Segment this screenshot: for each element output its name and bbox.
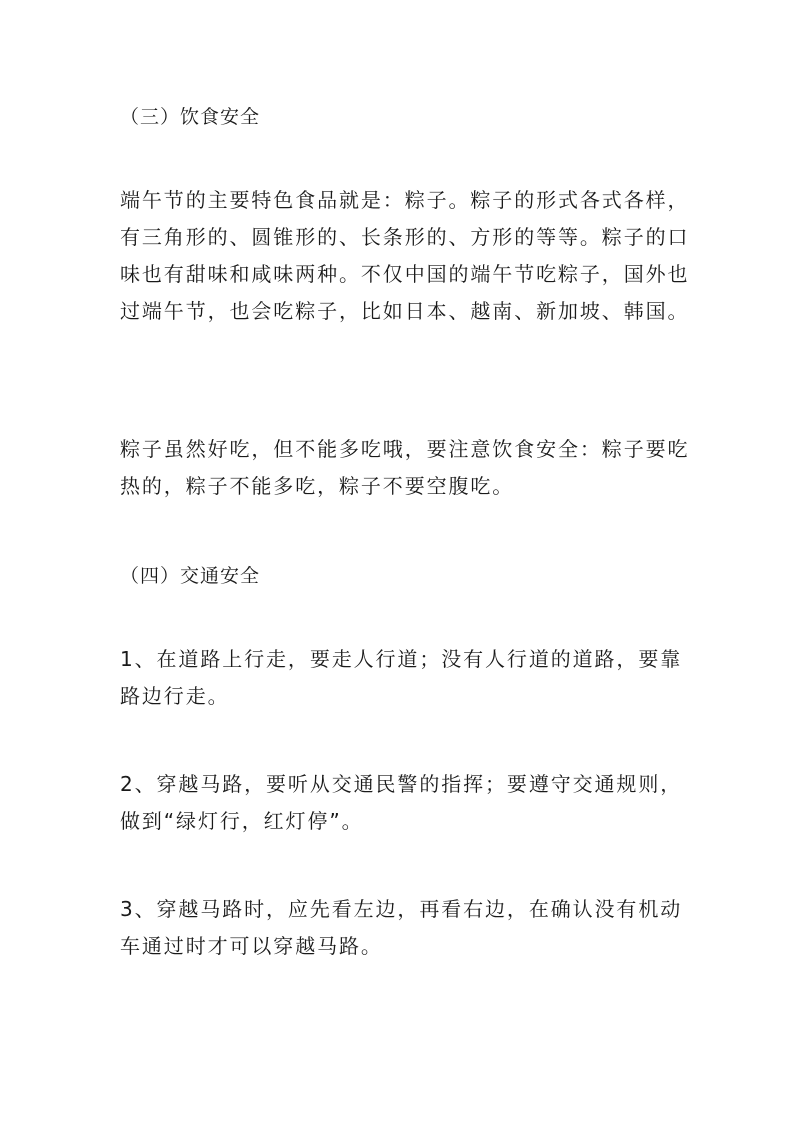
list-item-line: 车通过时才可以穿越马路。 <box>120 934 383 958</box>
paragraph-food-safety <box>120 431 690 505</box>
section-heading-text: （四）交通安全 <box>120 565 261 587</box>
paragraph-zongzi-intro <box>120 182 690 330</box>
paragraph-line: 有三角形的、圆锥形的、长条形的、方形的等等。粽子的口 <box>120 225 690 249</box>
list-item-line: 2、穿越马路，要听从交通民警的指挥；要遵守交通规则， <box>120 772 683 796</box>
paragraph-line: 热的，粽子不能多吃，粽子不要空腹吃。 <box>120 474 515 498</box>
list-item-line: 1、在道路上行走，要走人行道；没有人行道的道路，要靠 <box>120 647 683 671</box>
list-item-line: 3、穿越马路时，应先看左边，再看右边，在确认没有机动 <box>120 897 683 921</box>
paragraph-line: 端午节的主要特色食品就是：粽子。粽子的形式各式各样， <box>120 188 690 212</box>
list-item-1 <box>120 641 683 715</box>
paragraph-line: 味也有甜味和咸味两种。不仅中国的端午节吃粽子，国外也 <box>120 262 690 286</box>
section-heading-diet-safety <box>120 104 680 130</box>
section-heading-traffic-safety <box>120 563 680 589</box>
list-item-2 <box>120 766 683 840</box>
section-heading-text: （三）饮食安全 <box>120 106 261 128</box>
list-item-line: 路边行走。 <box>120 684 230 708</box>
paragraph-line: 过端午节，也会吃粽子，比如日本、越南、新加坡、韩国。 <box>120 299 690 323</box>
list-item-3 <box>120 891 683 965</box>
paragraph-line: 粽子虽然好吃，但不能多吃哦，要注意饮食安全：粽子要吃 <box>120 437 690 461</box>
list-item-line: 做到“绿灯行，红灯停”。 <box>120 809 364 833</box>
